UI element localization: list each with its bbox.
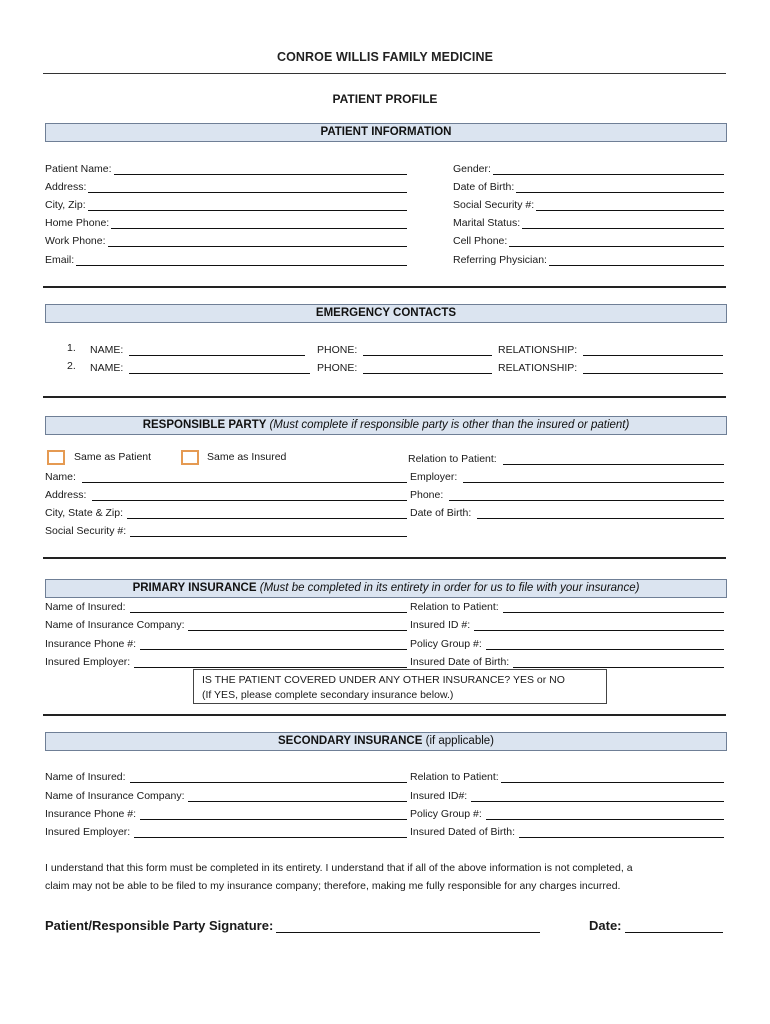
entry-line[interactable] [127, 508, 407, 519]
field-label: Insured Date of Birth: [410, 656, 510, 668]
contact-1-name-field[interactable] [90, 342, 305, 356]
field-label: Policy Group #: [410, 638, 482, 650]
same-as-patient-checkbox[interactable] [47, 450, 65, 465]
signature-label: Patient/Responsible Party Signature: [45, 918, 274, 933]
entry-line[interactable] [503, 602, 724, 613]
entry-line[interactable] [583, 345, 723, 356]
field-label: City, State & Zip: [45, 507, 123, 519]
entry-line[interactable] [536, 200, 724, 211]
contact-2-phone-field[interactable] [317, 360, 492, 374]
primary-insurance-heading: PRIMARY INSURANCE (Must be completed in its entirety in order for us to file with your insurance) [45, 579, 727, 598]
acknowledgement-line: I understand that this form must be completed in its entirety. I understand that if all of the above information is not completed, a [45, 862, 633, 874]
signature-field[interactable] [45, 915, 540, 933]
home-phone-field[interactable] [45, 215, 407, 229]
entry-line[interactable] [522, 218, 724, 229]
field-label: Patient Name: [45, 163, 112, 175]
same-as-insured-label: Same as Insured [207, 451, 287, 463]
field-label: Social Security #: [45, 525, 127, 537]
clinic-name: CONROE WILLIS FAMILY MEDICINE [276, 50, 494, 64]
responsible-party-heading: RESPONSIBLE PARTY (Must complete if responsible party is other than the insured or patient) [45, 416, 727, 435]
entry-line[interactable] [188, 791, 407, 802]
secondary-insured-id-field[interactable] [410, 788, 724, 802]
field-label: City, Zip: [45, 199, 86, 211]
gender-field[interactable] [453, 161, 724, 175]
entry-line[interactable] [111, 218, 407, 229]
email-field[interactable] [45, 252, 407, 266]
rp-date-of-birth-field[interactable] [410, 505, 724, 519]
entry-line[interactable] [509, 236, 724, 247]
secondary-insurance-phone-field[interactable] [45, 806, 407, 820]
rp-relation-field[interactable] [408, 451, 724, 465]
entry-line[interactable] [114, 164, 407, 175]
section-divider [43, 557, 726, 559]
rp-employer-field[interactable] [410, 469, 724, 483]
entry-line[interactable] [493, 164, 724, 175]
field-label: Insured Employer: [45, 826, 131, 838]
secondary-insured-employer-field[interactable] [45, 824, 407, 838]
entry-line[interactable] [88, 182, 407, 193]
primary-insurance-phone-field[interactable] [45, 636, 407, 650]
secondary-insurance-heading: SECONDARY INSURANCE (if applicable) [45, 732, 727, 751]
section-divider [43, 714, 726, 716]
field-label: Name of Insured: [45, 771, 126, 783]
primary-insured-id-field[interactable] [410, 617, 724, 631]
entry-line[interactable] [449, 490, 724, 501]
acknowledgement-text [45, 859, 735, 895]
entry-line[interactable] [76, 255, 407, 266]
entry-line[interactable] [503, 454, 724, 465]
entry-line[interactable] [471, 791, 724, 802]
entry-line[interactable] [134, 657, 407, 668]
entry-line[interactable] [140, 809, 407, 820]
contact-number: 1. [67, 342, 76, 354]
entry-line[interactable] [549, 255, 724, 266]
entry-line[interactable] [108, 236, 407, 247]
patient-information-heading: PATIENT INFORMATION [45, 123, 727, 142]
entry-line[interactable] [363, 345, 492, 356]
other-insurance-question-box[interactable] [193, 669, 607, 704]
field-label: Insured ID #: [410, 619, 471, 631]
same-as-insured-checkbox[interactable] [181, 450, 199, 465]
patient-name-field[interactable] [45, 161, 407, 175]
entry-line[interactable] [363, 363, 492, 374]
field-label: Gender: [453, 163, 491, 175]
field-label: Cell Phone: [453, 235, 508, 247]
address-field[interactable] [45, 179, 407, 193]
secondary-name-of-insured-field[interactable] [45, 769, 407, 783]
entry-line[interactable] [188, 620, 407, 631]
entry-line[interactable] [92, 490, 407, 501]
primary-insured-dob-field[interactable] [410, 654, 724, 668]
entry-line[interactable] [474, 620, 724, 631]
field-label: Insured ID#: [410, 790, 468, 802]
field-label: Address: [45, 181, 87, 193]
entry-line[interactable] [583, 363, 723, 374]
field-label: Insurance Phone #: [45, 808, 137, 820]
entry-line[interactable] [516, 182, 724, 193]
secondary-insurance-company-field[interactable] [45, 788, 407, 802]
cell-phone-field[interactable] [453, 233, 724, 247]
entry-line[interactable] [88, 200, 407, 211]
contact-1-phone-field[interactable] [317, 342, 492, 356]
field-label: Insured Dated of Birth: [410, 826, 516, 838]
field-label: Insured Employer: [45, 656, 131, 668]
field-label: RELATIONSHIP: [498, 344, 578, 356]
field-label: PHONE: [317, 344, 358, 356]
emergency-contacts-heading: EMERGENCY CONTACTS [45, 304, 727, 323]
section-divider [43, 396, 726, 398]
referring-physician-field[interactable] [453, 252, 724, 266]
field-label: Address: [45, 489, 87, 501]
field-label: Employer: [410, 471, 458, 483]
entry-line[interactable] [130, 772, 407, 783]
question-note: (If YES, please complete secondary insurance below.) [202, 689, 454, 701]
entry-line[interactable] [513, 657, 724, 668]
primary-insured-employer-field[interactable] [45, 654, 407, 668]
field-label: NAME: [90, 362, 124, 374]
marital-status-field[interactable] [453, 215, 724, 229]
field-label: Marital Status: [453, 217, 521, 229]
rp-address-field[interactable] [45, 487, 407, 501]
secondary-insured-dob-field[interactable] [410, 824, 724, 838]
date-line[interactable] [625, 920, 723, 933]
field-label: Relation to Patient: [408, 453, 497, 465]
field-label: Email: [45, 254, 75, 266]
entry-line[interactable] [140, 639, 407, 650]
field-label: Insurance Phone #: [45, 638, 137, 650]
field-label: Name of Insured: [45, 601, 126, 613]
field-label: Date of Birth: [453, 181, 515, 193]
entry-line[interactable] [486, 639, 724, 650]
entry-line[interactable] [486, 809, 724, 820]
entry-line[interactable] [130, 602, 407, 613]
primary-insurance-company-field[interactable] [45, 617, 407, 631]
entry-line[interactable] [134, 827, 407, 838]
field-label: Name: [45, 471, 76, 483]
field-label: Work Phone: [45, 235, 106, 247]
contact-number: 2. [67, 360, 76, 372]
field-label: Name of Insurance Company: [45, 619, 185, 631]
field-label: Relation to Patient: [410, 771, 499, 783]
entry-line[interactable] [130, 526, 407, 537]
entry-line[interactable] [501, 772, 724, 783]
primary-policy-group-field[interactable] [410, 636, 724, 650]
primary-name-of-insured-field[interactable] [45, 599, 407, 613]
date-of-birth-field[interactable] [453, 179, 724, 193]
rp-phone-field[interactable] [410, 487, 724, 501]
header-rule [43, 73, 726, 74]
contact-1-relationship-field[interactable] [498, 342, 723, 356]
entry-line[interactable] [477, 508, 724, 519]
same-as-patient-label: Same as Patient [74, 451, 152, 463]
acknowledgement-line: claim may not be able to be filed to my insurance company; therefore, making me fully responsible for any charges incurred. [45, 880, 621, 892]
field-label: Relation to Patient: [410, 601, 499, 613]
field-label: Referring Physician: [453, 254, 547, 266]
question-line: IS THE PATIENT COVERED UNDER ANY OTHER INSURANCE? YES or NO [202, 674, 565, 686]
field-label: PHONE: [317, 362, 358, 374]
form-title: PATIENT PROFILE [332, 92, 438, 106]
rp-social-security-field[interactable] [45, 523, 407, 537]
entry-line[interactable] [129, 363, 310, 374]
entry-line[interactable] [129, 345, 305, 356]
date-label: Date: [589, 918, 622, 933]
field-label: Policy Group #: [410, 808, 482, 820]
entry-line[interactable] [463, 472, 724, 483]
field-label: Phone: [410, 489, 444, 501]
entry-line[interactable] [82, 472, 407, 483]
entry-line[interactable] [519, 827, 724, 838]
secondary-policy-group-field[interactable] [410, 806, 724, 820]
contact-2-name-field[interactable] [90, 360, 310, 374]
work-phone-field[interactable] [45, 233, 407, 247]
field-label: Name of Insurance Company: [45, 790, 185, 802]
rp-city-state-zip-field[interactable] [45, 505, 407, 519]
social-security-field[interactable] [453, 197, 724, 211]
section-divider [43, 286, 726, 288]
field-label: NAME: [90, 344, 124, 356]
contact-2-relationship-field[interactable] [498, 360, 723, 374]
signature-line[interactable] [276, 920, 540, 933]
field-label: RELATIONSHIP: [498, 362, 578, 374]
city-zip-field[interactable] [45, 197, 407, 211]
field-label: Social Security #: [453, 199, 535, 211]
rp-name-field[interactable] [45, 469, 407, 483]
primary-relation-field[interactable] [410, 599, 724, 613]
field-label: Home Phone: [45, 217, 110, 229]
field-label: Date of Birth: [410, 507, 472, 519]
date-field[interactable] [589, 915, 723, 933]
secondary-relation-field[interactable] [410, 769, 724, 783]
